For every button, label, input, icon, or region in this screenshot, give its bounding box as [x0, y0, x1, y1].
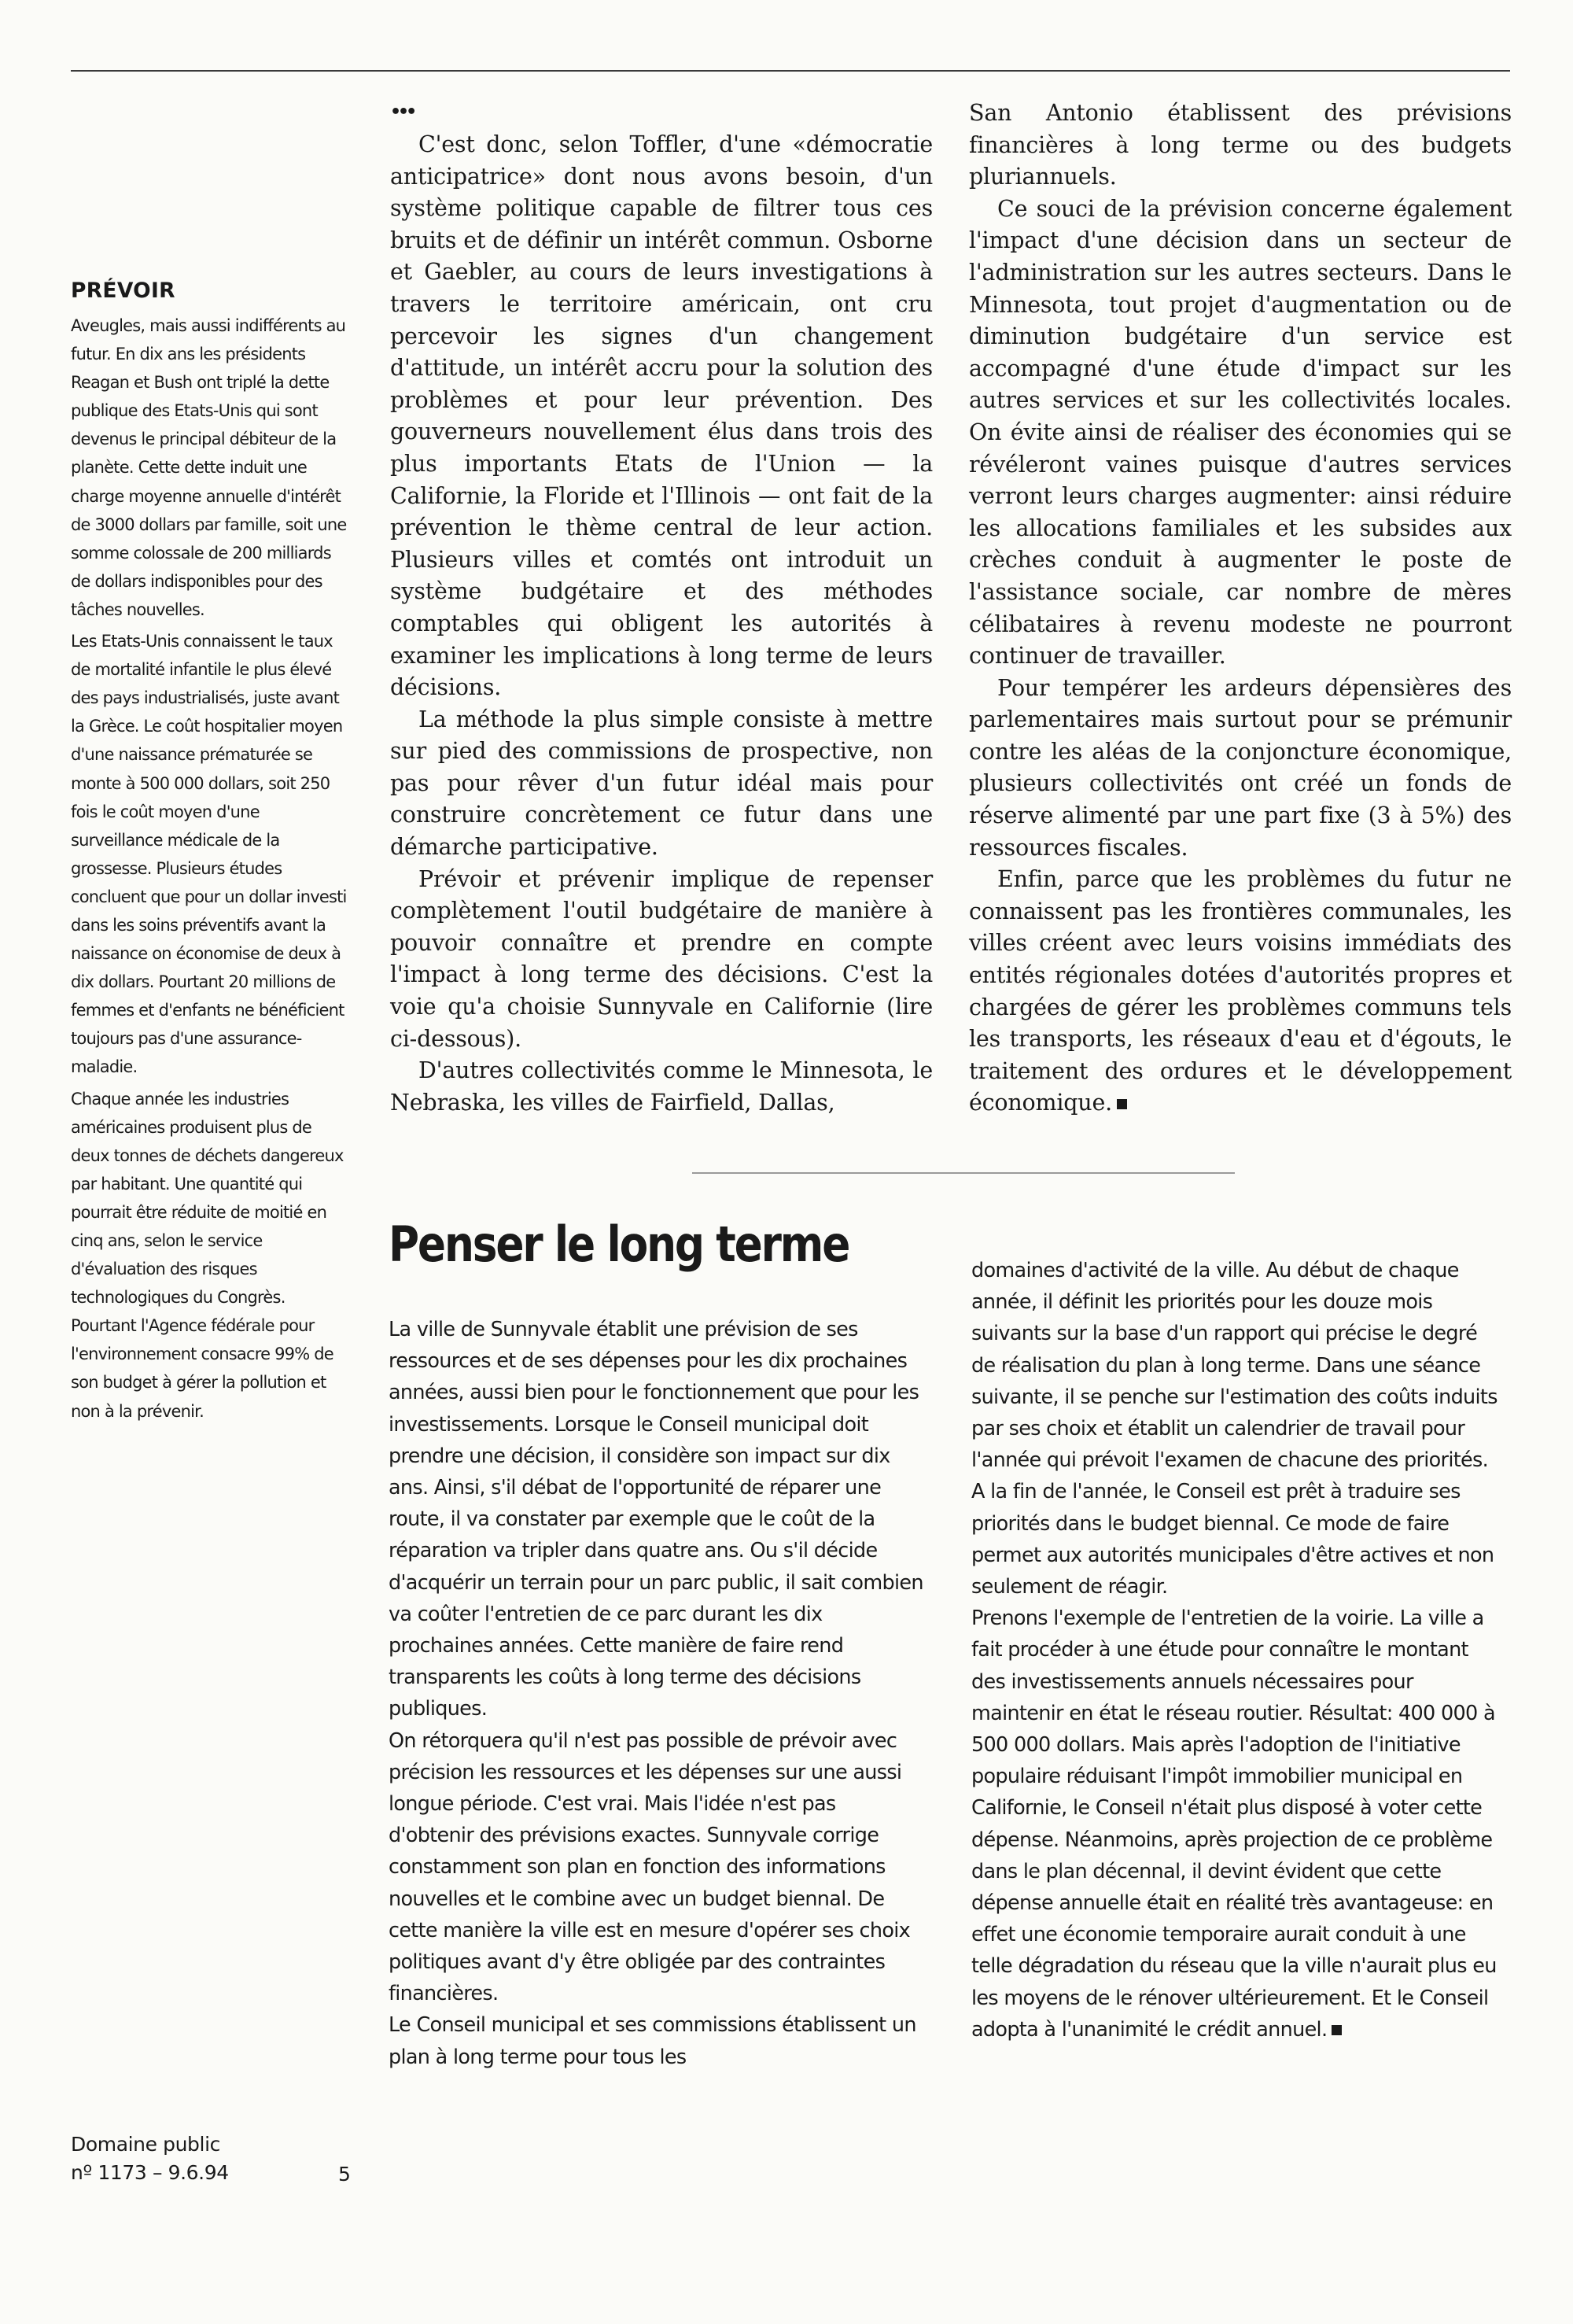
sidebar-paragraph: Chaque année les industries américaines produisent plus de deux tonnes de déchets dangereux par habitant. Une quantité qui pourrait être réduite de moitié en cinq ans, selon le service d'évaluation des risques technologiques du Congrès. Pourtant l'Agence fédérale pour l'environnement consacre 99% de son budget à gérer la pollution et non à la prévenir. [71, 1089, 344, 1421]
article-paragraph: Enfin, parce que les problèmes du futur ne connaissent pas les frontières communales, les villes créent avec leurs voisins immédiats des entités régionales dotées d'autorités propres et chargées de gérer les problèmes communs tels les transports, les réseaux d'eau et d'égouts, le traitement des ordures et le développement économique. [969, 866, 1512, 1116]
sidebar-paragraph: Les Etats-Unis connaissent le taux de mortalité infantile le plus élevé des pays industrialisés, juste avant la Grèce. Le coût hospitalier moyen d'une naissance prématurée se monte à 500 000 dollars, soit 250 fois le coût moyen d'une surveillance médicale de la grossesse. Plusieurs études concluent que pour un dollar investi dans les soins préventifs avant la naissance on économise de deux à dix dollars. Pourtant 20 millions de femmes et d'enfants ne bénéficient toujours pas d'une assurance-maladie. [71, 632, 347, 1077]
article-paragraph: Ce souci de la prévision concerne également l'impact d'une décision dans un secteur de l'administration sur les autres secteurs. Dans le Minnesota, tout projet d'augmentation ou de diminution budgétaire d'un service est accompagné d'une étude d'impact sur les autres services et sur les collectivités locales. On évite ainsi de réaliser des économies qui se révéleront vaines puisque d'autres services verront leurs charges augmenter: ainsi réduire les allocations familiales et les subsides aux crèches conduit à augmenter le poste de l'assistance sociale, car nombre de mères célibataires à revenu modeste ne pourront continuer de travailler. [969, 195, 1512, 670]
article-paragraph: domaines d'activité de la ville. Au début de chaque année, il définit les priorités pour les douze mois suivants sur la base d'un rapport qui précise le degré de réalisation du plan à long terme. Dans une séance suivante, il se penche sur l'estimation des coûts induits par ses choix et établit un calendrier de travail pour l'année qui prévoit l'examen de chacune des priorités. A la fin de l'année, le Conseil est prêt à traduire ses priorités dans le budget biennal. Ce mode de faire permet aux autorités municipales d'être actives et non seulement de réagir. [971, 1259, 1497, 1599]
article-paragraph: San Antonio établissent des prévisions financières à long terme ou des budgets pluriannuels. [969, 100, 1512, 190]
publication-name: Domaine public [71, 2133, 220, 2156]
end-of-article-mark [1332, 2025, 1342, 2035]
article-paragraph: On rétorquera qu'il n'est pas possible de prévoir avec précision les ressources et les dépenses sur une aussi longue période. C'est vrai. Mais l'idée n'est pas d'obtenir des prévisions exactes. Sunnyvale corrige constamment son plan en fonction des informations nouvelles et le combine avec un budget biennal. De cette manière la ville est en mesure d'opérer ses choix politiques avant d'y être obligée par des contraintes financières. [389, 1728, 910, 2006]
issue-number: nº 1173 – 9.6.94 [71, 2161, 229, 2184]
sidebar-paragraph: Aveugles, mais aussi indifférents au futur. En dix ans les présidents Reagan et Bush ont triplé la dette publique des Etats-Unis qui sont devenus le principal débiteur de la planète. Cette dette induit une charge moyenne annuelle d'intérêt de 3000 dollars par famille, soit une somme colossale de 200 milliards de dollars indisponibles pour des tâches nouvelles. [71, 316, 347, 619]
article-paragraph: Prenons l'exemple de l'entretien de la voirie. La ville a fait procéder à une étude pour connaître le montant des investissements annuels nécessaires pour maintenir en état le réseau routier. Résultat: 400 000 à 500 000 dollars. Mais après l'adoption de l'initiative populaire réduisant l'impôt immobilier municipal en Californie, le Conseil n'était plus disposé à voter cette dépense. Néanmoins, après projection de ce problème dans le plan décennal, il devint évident que cette dépense annuelle était en réalité très avantageuse: en effet une économie temporaire aurait conduit à une telle dégradation du réseau que la ville n'aurait plus eu les moyens de le rénover ultérieurement. Et le Conseil adopta à l'unanimité le crédit annuel. [971, 1607, 1497, 2042]
article-bottom-column-2 [971, 1255, 1506, 2045]
article-paragraph: Pour tempérer les ardeurs dépensières des parlementaires mais surtout pour se prémunir contre les aléas de la conjoncture économique, plusieurs collectivités ont créé un fonds de réserve alimenté par une part fixe (3 à 5%) des ressources fiscales. [969, 674, 1512, 861]
article-paragraph: La méthode la plus simple consiste à mettre sur pied des commissions de prospective, non pas pour rêver d'un futur idéal mais pour construire concrètement ce futur dans une démarche participative. [390, 706, 933, 861]
article-title: Penser le long terme [389, 1215, 849, 1273]
sidebar-prevoir [71, 277, 350, 1429]
article-paragraph: Prévoir et prévenir implique de repenser complètement l'outil budgétaire de manière à pouvoir connaître et prendre en compte l'impact à long terme des décisions. C'est la voie qu'a choisie Sunnyvale en Californie (lire ci-dessous). [390, 865, 933, 1052]
section-ornament: ••• [390, 102, 414, 122]
footer-publication [71, 2130, 229, 2187]
page-number: 5 [338, 2163, 351, 2186]
article-top-column-2 [969, 98, 1512, 1120]
article-paragraph: La ville de Sunnyvale établit une prévision de ses ressources et de ses dépenses pour les dix prochaines années, aussi bien pour le fonctionnement que pour les investissements. Lorsque le Conseil municipal doit prendre une décision, il considère son impact sur dix ans. Ainsi, s'il débat de l'opportunité de réparer une route, il va constater par exemple que le coût de la réparation va tripler dans quatre ans. Ou s'il décide d'acquérir un terrain pour un parc public, il sait combien va coûter l'entretien de ce parc durant les dix prochaines années. Cette manière de faire rend transparents les coûts à long terme des décisions publiques. [389, 1318, 923, 1721]
top-rule [71, 70, 1510, 72]
sidebar-heading: PRÉVOIR [71, 279, 175, 303]
article-bottom-column-1 [389, 1314, 923, 2073]
section-divider [692, 1172, 1235, 1174]
article-paragraph: C'est donc, selon Toffler, d'une «démocratie anticipatrice» dont nous avons besoin, d'un système politique capable de filtrer tous ces bruits et de définir un intérêt commun. Osborne et Gaebler, au cours de leurs investigations à travers le territoire américain, ont cru percevoir les signes d'un changement d'attitude, un intérêt accru pour la solution des problèmes et pour leur prévention. Des gouverneurs nouvellement élus dans trois des plus importants Etats de l'Union — la Californie, la Floride et l'Illinois — ont fait de la prévention le thème central de leur action. Plusieurs villes et comtés ont introduit un système budgétaire et des méthodes comptables qui obligent les autorités à examiner les implications à long terme de leurs décisions. [390, 131, 933, 701]
article-paragraph: D'autres collectivités comme le Minnesota, le Nebraska, les villes de Fairfield, Dallas, [390, 1057, 933, 1116]
article-top-column-1 [390, 129, 933, 1119]
article-paragraph: Le Conseil municipal et ses commissions établissent un plan à long terme pour tous les [389, 2013, 916, 2069]
end-of-article-mark [1117, 1099, 1127, 1109]
